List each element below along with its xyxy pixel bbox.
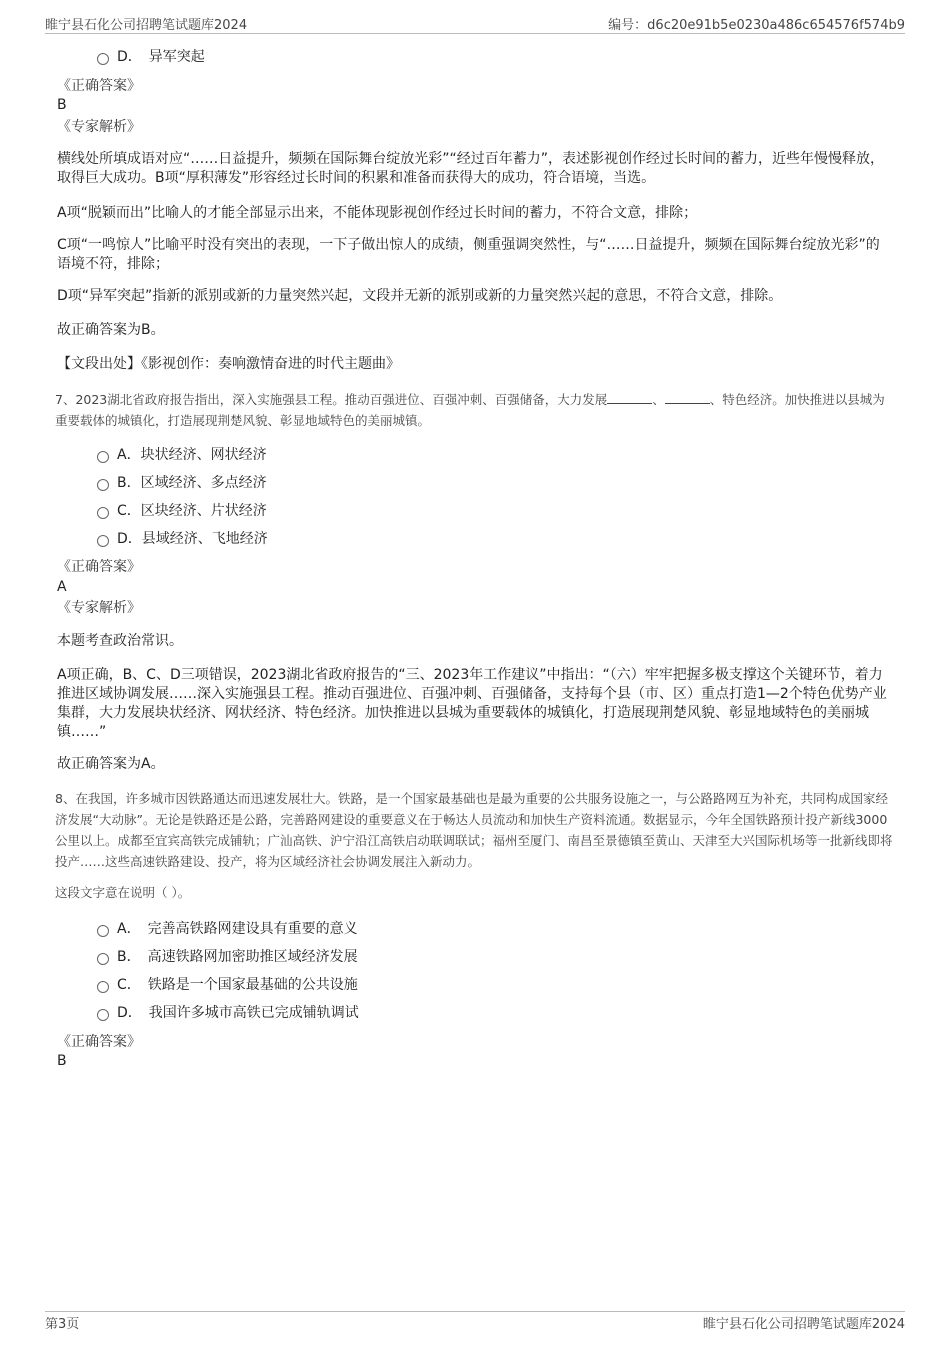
radio-icon[interactable] bbox=[97, 953, 109, 965]
analysis-paragraph: A项“脱颖而出”比喻人的才能全部显示出来，不能体现影视创作经过长时间的蓄力，不符合文意，排除； bbox=[57, 205, 698, 221]
conclusion: 故正确答案为A。 bbox=[57, 756, 165, 772]
fill-blank bbox=[607, 391, 652, 404]
option-d[interactable] bbox=[97, 47, 205, 67]
q7-option-b[interactable]: B．区域经济、多点经济 bbox=[97, 473, 267, 493]
analysis-paragraph: D项“异军突起”指新的派别或新的力量突然兴起，文段并无新的派别或新的力量突然兴起的意思，不符合文意，排除。 bbox=[57, 288, 783, 304]
answer-label: 《正确答案》 bbox=[57, 559, 141, 575]
question-7-stem: 7、2023湖北省政府报告指出，深入实施强县工程。推动百强进位、百强冲刺、百强储备，大力发展 、 、特色经济。加快推进以县城为重要载体的城镇化，打造展现荆楚风貌、彰显地域特色的美丽城镇。 bbox=[55, 392, 885, 428]
radio-icon[interactable] bbox=[97, 1009, 109, 1021]
conclusion: 故正确答案为B。 bbox=[57, 322, 165, 338]
page-footer bbox=[45, 1313, 905, 1333]
analysis-paragraph: 横线处所填成语对应“……日益提升，频频在国际舞台绽放光彩”“经过百年蓄力”，表述影视创作经过长时间的蓄力，近些年慢慢释放，取得巨大成功。B项“厚积薄发”形容经过长时间的积累和准备而获得大的成功，符合语境，当选。 bbox=[57, 151, 885, 186]
fill-blank bbox=[665, 391, 710, 404]
header-divider bbox=[45, 33, 905, 34]
page-number: 第3页 bbox=[45, 1317, 80, 1332]
q7-option-a[interactable]: A．块状经济、网状经济 bbox=[97, 445, 267, 465]
radio-icon[interactable] bbox=[97, 925, 109, 937]
source-citation: 【文段出处】《影视创作：奏响激情奋进的时代主题曲》 bbox=[57, 356, 400, 372]
radio-icon[interactable] bbox=[97, 451, 109, 463]
analysis-paragraph: C项“一鸣惊人”比喻平时没有突出的表现，一下子做出惊人的成绩，侧重强调突然性，与“……日益提升，频频在国际舞台绽放光彩”的语境不符，排除； bbox=[57, 237, 880, 272]
analysis-label: 《专家解析》 bbox=[57, 600, 141, 616]
answer-value: B bbox=[57, 97, 67, 113]
question-8-stem: 8、在我国，许多城市因铁路通达而迅速发展壮大。铁路，是一个国家最基础也是最为重要的公共服务设施之一，与公路路网互为补充，共同构成国家经济发展“大动脉”。无论是铁路还是公路，完善路网建设的重要意义在于畅达人员流动和加快生产资料流通。数据显示，今年全国铁路预计投产新线3000公里以上。成都至宜宾高铁完成铺轨；广汕高铁、沪宁沿江高铁启动联调联试；福州至厦门、南昌至景德镇至黄山、天津至大兴国际机场等一批新线即将投产……这些高速铁路建设、投产，将为区域经济社会协调发展注入新动力。 bbox=[55, 791, 893, 869]
analysis-paragraph: A项正确，B、C、D三项错误，2023湖北省政府报告的“三、2023年工作建议”中指出：“（六）牢牢把握多极支撑这个关键环节，着力推进区域协调发展……深入实施强县工程。推动百强进位、百强冲刺、百强储备，支持每个县（市、区）重点打造1—2个特色优势产业集群，大力发展块状经济、网状经济、特色经济。加快推进以县城为重要载体的城镇化，打造展现荆楚风貌、彰显地域特色的美丽城镇……” bbox=[57, 667, 887, 740]
answer-value: B bbox=[57, 1053, 67, 1069]
radio-icon[interactable] bbox=[97, 479, 109, 491]
radio-icon[interactable] bbox=[97, 535, 109, 547]
question-8-prompt: 这段文字意在说明（ ）。 bbox=[55, 885, 191, 900]
footer-title: 睢宁县石化公司招聘笔试题库2024 bbox=[702, 1317, 905, 1332]
analysis-paragraph: 本题考查政治常识。 bbox=[57, 633, 183, 649]
radio-icon[interactable] bbox=[97, 507, 109, 519]
footer-divider bbox=[45, 1311, 905, 1312]
option-label: D． 异军突起 bbox=[117, 49, 205, 65]
page-header bbox=[45, 14, 905, 34]
document-id: 编号：d6c20e91b5e0230a486c654576f574b9 bbox=[608, 18, 905, 33]
header-title: 睢宁县石化公司招聘笔试题库2024 bbox=[45, 18, 248, 33]
q7-option-c[interactable]: C．区块经济、片状经济 bbox=[97, 501, 267, 521]
answer-label: 《正确答案》 bbox=[57, 1034, 141, 1050]
answer-value: A bbox=[57, 579, 67, 595]
q7-option-d[interactable]: D．县域经济、飞地经济 bbox=[97, 529, 268, 549]
q8-option-d[interactable]: D． 我国许多城市高铁已完成铺轨调试 bbox=[97, 1003, 359, 1023]
q8-option-b[interactable]: B． 高速铁路网加密助推区域经济发展 bbox=[97, 947, 358, 967]
q8-option-a[interactable]: A． 完善高铁路网建设具有重要的意义 bbox=[97, 919, 358, 939]
q8-option-c[interactable]: C． 铁路是一个国家最基础的公共设施 bbox=[97, 975, 358, 995]
radio-icon[interactable] bbox=[97, 981, 109, 993]
analysis-label: 《专家解析》 bbox=[57, 119, 141, 135]
radio-icon[interactable] bbox=[97, 53, 109, 65]
answer-label: 《正确答案》 bbox=[57, 78, 141, 94]
